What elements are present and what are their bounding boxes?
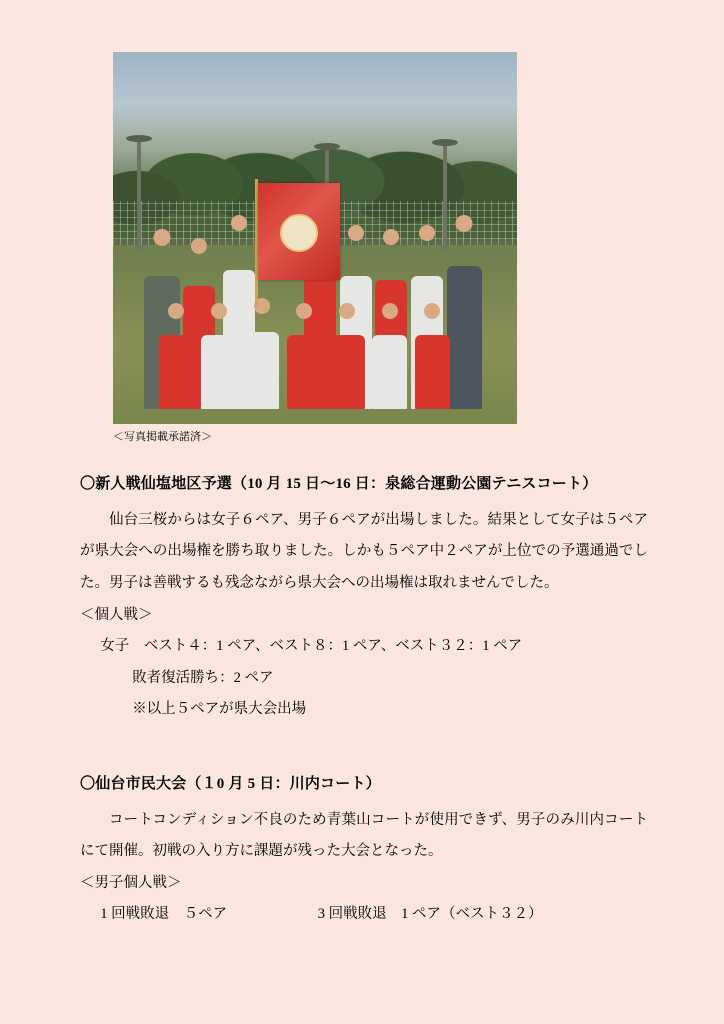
subheading-kojinsen: ＜個人戦＞ [80, 606, 153, 623]
result-line-repechage: 敗者復活勝ち：2 ペア [132, 669, 274, 686]
section-spacer [80, 726, 648, 768]
article-body [80, 468, 648, 931]
section-heading-shinjinsen: 〇新人戦仙塩地区予選（10 月 15 日〜16 日：泉総合運動公園テニスコート） [80, 476, 598, 492]
section-paragraph-shinjinsen: 仙台三桜からは女子６ペア、男子６ペアが出場しました。結果として女子は５ペアが県大会への出場権を勝ち取りました。しかも５ペア中２ペアが上位での予選通過でした。男子は善戦するも残念ながら県大会への出場権は取れませんでした。 [80, 511, 648, 591]
photo-person [201, 303, 237, 409]
photo-caption: ＜写真掲載承諾済＞ [113, 431, 212, 443]
result-third-round: 3 回戦敗退 1 ペア（ベスト３２） [317, 906, 543, 923]
section-paragraph-shimin: コートコンディション不良のため青葉山コートが使用できず、男子のみ川内コートにて開催。初戦の入り方に課題が残った大会となった。 [80, 811, 648, 860]
photo-person [159, 303, 195, 409]
subheading-danshi-kojinsen: ＜男子個人戦＞ [80, 874, 182, 891]
photo-banner-emblem [280, 214, 318, 252]
section-heading-shimin: 〇仙台市民大会（１0 月 5 日：川内コート） [80, 775, 381, 792]
result-line-note: ※以上５ペアが県大会出場 [132, 701, 307, 718]
result-line-women: 女子 ベスト４：1 ペア、ベスト８：1 ペア、ベスト３２：1 ペア [100, 638, 523, 655]
photo-team-group [137, 179, 493, 410]
photo-team-banner [258, 183, 340, 280]
result-row-shimin [80, 899, 648, 931]
team-photo [113, 52, 517, 424]
photo-block [113, 52, 517, 444]
photo-person [244, 298, 280, 409]
photo-person [447, 215, 483, 409]
photo-person [415, 303, 451, 409]
result-first-round: 1 回戦敗退 ５ペア [100, 906, 228, 923]
photo-person [287, 303, 323, 409]
photo-flag-pole [255, 179, 258, 308]
photo-person [329, 303, 365, 409]
photo-person [372, 303, 408, 409]
